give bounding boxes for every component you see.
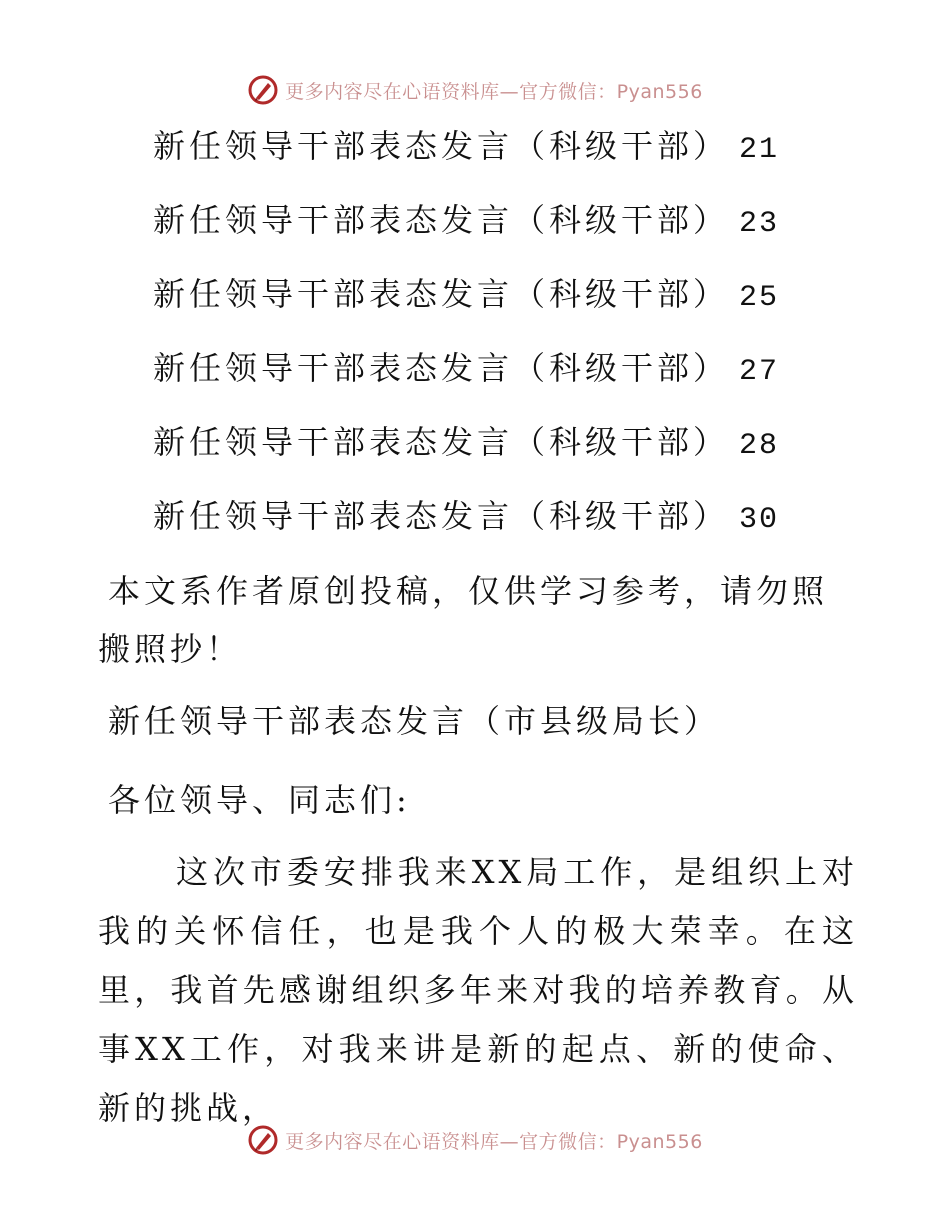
toc-entry[interactable] — [153, 414, 779, 488]
toc-entry-page: 30 — [739, 503, 780, 537]
toc-entry[interactable] — [153, 266, 779, 340]
pen-logo-icon — [247, 74, 279, 106]
toc-entry-title: 新任领导干部表态发言（科级干部） — [153, 275, 730, 313]
toc-entry-page: 28 — [739, 429, 780, 463]
toc-entry-page: 21 — [739, 133, 780, 167]
article-paragraph: 这次市委安排我来XX局工作，是组织上对我的关怀信任，也是我个人的极大荣幸。在这里，我首先感谢组织多年来对我的培养教育。从事XX工作，对我来讲是新的起点、新的使命、新的挑战， — [98, 853, 858, 1127]
footer-watermark — [0, 1120, 950, 1160]
toc-entry-title: 新任领导干部表态发言（科级干部） — [153, 497, 730, 535]
header-watermark — [0, 70, 950, 110]
toc-entry[interactable] — [153, 488, 779, 562]
article-title: 新任领导干部表态发言（市县级局长） — [108, 702, 721, 740]
article-greeting: 各位领导、同志们: — [108, 781, 411, 819]
toc-entry-title: 新任领导干部表态发言（科级干部） — [153, 201, 730, 239]
toc-entry-title: 新任领导干部表态发言（科级干部） — [153, 349, 730, 387]
toc-entry[interactable] — [153, 192, 779, 266]
toc-entry[interactable] — [153, 340, 779, 414]
watermark-text: 更多内容尽在心语资料库—官方微信：Pyan556 — [285, 80, 703, 103]
pen-logo-icon — [247, 1124, 279, 1156]
watermark-text: 更多内容尽在心语资料库—官方微信：Pyan556 — [285, 1130, 703, 1153]
toc-entry-page: 27 — [739, 355, 780, 389]
toc-entry-title: 新任领导干部表态发言（科级干部） — [153, 127, 730, 165]
toc-entry[interactable] — [153, 118, 779, 192]
toc-entry-page: 25 — [739, 281, 780, 315]
toc-entry-title: 新任领导干部表态发言（科级干部） — [153, 423, 730, 461]
toc-entry-page: 23 — [739, 207, 780, 241]
copyright-notice: 本文系作者原创投稿，仅供学习参考，请勿照搬照抄！ — [98, 572, 829, 668]
table-of-contents — [153, 118, 779, 562]
